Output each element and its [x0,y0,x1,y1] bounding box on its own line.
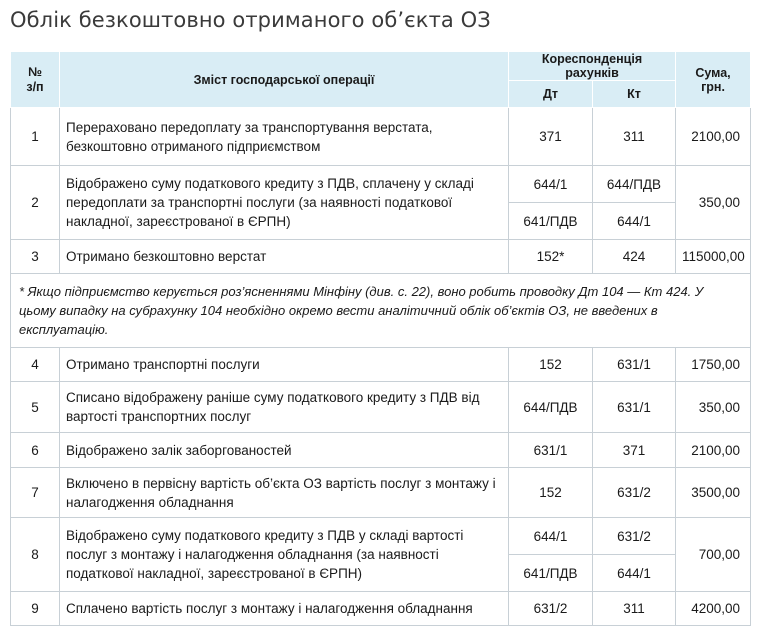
row-kt: 631/1 [593,348,676,382]
row-kt: 631/1 [593,382,676,433]
page-title: Облік безкоштовно отриманого об’єкта ОЗ [10,8,491,32]
row-sum: 4200,00 [676,592,751,626]
row-dt: 152 [509,468,593,518]
row-dt: 644/1 [509,518,593,555]
row-dt: 641/ПДВ [509,555,593,592]
row-dt: 631/1 [509,433,593,468]
row-desc: Відображено суму податкового кредиту з ПДВ, сплачену у складі передоплати за транспортні послуги (за наявності податкової накладної, зареєстрованої в ЄРПН) [60,166,509,240]
table-row [11,348,751,382]
header-dt [509,81,593,108]
row-desc: Включено в первісну вартість об’єкта ОЗ вартість послуг з монтажу і налагодження обладнання [60,468,509,518]
row-kt: 644/ПДВ [593,166,676,203]
row-kt: 644/1 [593,203,676,240]
row-kt: 644/1 [593,555,676,592]
row-sum: 115000,00 [676,240,751,274]
header-corr [509,52,676,81]
table-row [11,518,751,555]
row-dt: 644/1 [509,166,593,203]
ledger-table [10,51,751,626]
row-dt: 641/ПДВ [509,203,593,240]
row-num: 8 [11,518,60,592]
table-row [11,108,751,166]
row-kt: 631/2 [593,518,676,555]
row-desc: Сплачено вартість послуг з монтажу і налагодження обладнання [60,592,509,626]
row-desc: Відображено суму податкового кредиту з ПДВ у складі вартості послуг з монтажу і налагодження обладнання (за наявності податкової накладної, зареєстрованої в ЄРПН) [60,518,509,592]
table-row [11,592,751,626]
row-kt: 631/2 [593,468,676,518]
row-kt: 311 [593,592,676,626]
footnote-row [11,274,751,348]
row-sum: 350,00 [676,382,751,433]
table-row [11,240,751,274]
row-sum: 3500,00 [676,468,751,518]
row-desc: Списано відображену раніше суму податкового кредиту з ПДВ від вартості транспортних послуг [60,382,509,433]
row-desc: Отримано безкоштовно верстат [60,240,509,274]
header-content-label: Зміст господарської операції [193,72,375,87]
header-kt-label: Кт [627,87,641,101]
row-num: 7 [11,468,60,518]
row-dt: 152 [509,348,593,382]
table-row [11,382,751,433]
row-num: 2 [11,166,60,240]
row-desc: Отримано транспортні послуги [60,348,509,382]
row-desc: Перераховано передоплату за транспортування верстата, безкоштовно отриманого підприємством [60,108,509,166]
row-kt: 371 [593,433,676,468]
row-sum: 350,00 [676,166,751,240]
row-dt: 371 [509,108,593,166]
header-kt [593,81,676,108]
row-num: 9 [11,592,60,626]
row-num: 4 [11,348,60,382]
header-sum-label: Сума, грн. [695,65,731,94]
row-sum: 1750,00 [676,348,751,382]
row-sum: 2100,00 [676,433,751,468]
row-dt: 152* [509,240,593,274]
row-kt: 311 [593,108,676,166]
row-desc: Відображено залік заборгованостей [60,433,509,468]
header-corr-label: Кореспонденція рахунків [541,52,643,80]
header-sum [676,52,751,108]
header-num [11,52,60,108]
table-row [11,468,751,518]
footnote: * Якщо підприємство керується роз’ясненнями Мінфіну (див. с. 22), воно робить проводку Дт 104 — Кт 424. У цьому випадку на субрахунку 104 необхідно окремо вести аналітичний облік об’єктів ОЗ, не введених в експлуатацію. [11,274,751,348]
row-num: 3 [11,240,60,274]
row-dt: 644/ПДВ [509,382,593,433]
header-dt-label: Дт [542,87,559,101]
header-content [60,52,509,108]
row-num: 1 [11,108,60,166]
row-sum: 2100,00 [676,108,751,166]
table-row [11,166,751,203]
row-num: 6 [11,433,60,468]
row-sum: 700,00 [676,518,751,592]
table-row [11,433,751,468]
header-num-label: № з/п [26,64,44,94]
row-num: 5 [11,382,60,433]
row-dt: 631/2 [509,592,593,626]
row-kt: 424 [593,240,676,274]
